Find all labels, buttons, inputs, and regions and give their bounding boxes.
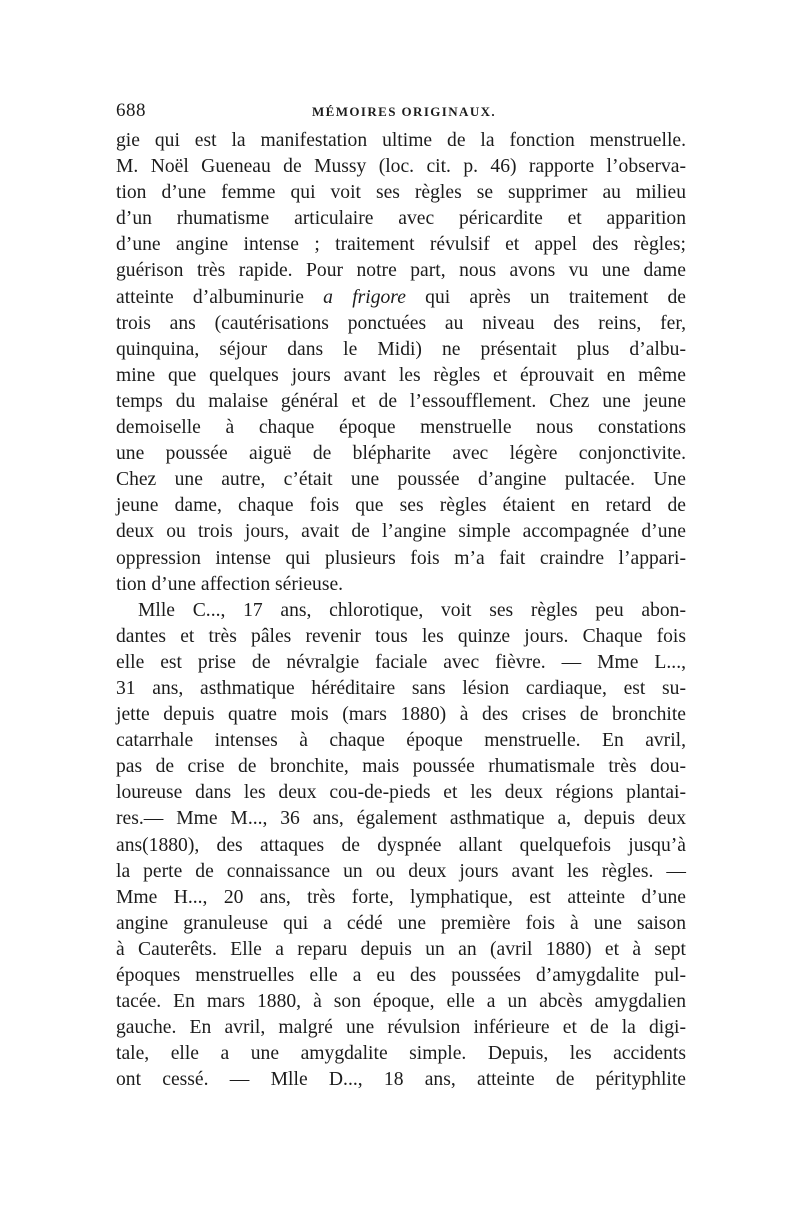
text-line: ans(1880), des attaques de dyspnée allant quelquefois jusqu’à (116, 834, 686, 856)
text-line: jeune dame, chaque fois que ses règles étaient en retard de (116, 495, 686, 517)
text-line: époques menstruelles elle a eu des poussées d’amygdalite pul- (116, 965, 686, 986)
text-line: oppression intense qui plusieurs fois m’a fait craindre l’appari- (116, 547, 686, 569)
page-number: 688 (116, 100, 146, 121)
text-line: gie qui est la manifestation ultime de la fonction menstruelle. (116, 130, 686, 151)
text-line: mine que quelques jours avant les règles et éprouvait en même (116, 364, 686, 386)
text-line: loureuse dans les deux cou-de-pieds et les deux régions plantai- (116, 782, 686, 804)
text-line: deux ou trois jours, avait de l’angine simple accompagnée d’une (116, 521, 686, 543)
text-line: 31 ans, asthmatique héréditaire sans lésion cardiaque, est su- (116, 677, 686, 699)
text-line: catarrhale intenses à chaque époque menstruelle. En avril, (116, 730, 686, 752)
text-line: Chez une autre, c’était une poussée d’angine pultacée. Une (116, 469, 686, 491)
text-line: res.— Mme M..., 36 ans, également asthmatique a, depuis deux (116, 808, 686, 830)
text-line: angine granuleuse qui a cédé une première fois à une saison (116, 912, 686, 934)
text-line: jette depuis quatre mois (mars 1880) à des crises de bronchite (116, 704, 686, 726)
text-line: dantes et très pâles revenir tous les quinze jours. Chaque fois (116, 625, 686, 647)
text-line: quinquina, séjour dans le Midi) ne présentait plus d’albu- (116, 338, 686, 360)
text-line: Mlle C..., 17 ans, chlorotique, voit ses règles peu abon- (138, 599, 686, 621)
body-text (116, 128, 686, 1093)
text-line: tion d’une affection sérieuse. (116, 573, 344, 595)
text-line: à Cauterêts. Elle a reparu depuis un an (avril 1880) et à sept (116, 938, 686, 960)
text-line: tacée. En mars 1880, à son époque, elle a un abcès amygdalien (116, 991, 686, 1013)
text-line: elle est prise de névralgie faciale avec fièvre. — Mme L..., (116, 651, 686, 673)
italic-term: a frigore (323, 286, 406, 308)
text-line (116, 285, 686, 311)
running-head: MÉMOIRES ORIGINAUX. (312, 104, 497, 119)
text-line: tion d’une femme qui voit ses règles se supprimer au milieu (116, 182, 686, 204)
text-line: guérison très rapide. Pour notre part, nous avons vu une dame (116, 260, 686, 282)
page-header (116, 100, 686, 124)
text-line: la perte de connaissance un ou deux jours avant les règles. — (116, 860, 686, 882)
text-line: ont cessé. — Mlle D..., 18 ans, atteinte de pérityphlite (116, 1069, 686, 1091)
text-line: pas de crise de bronchite, mais poussée rhumatismale très dou- (116, 756, 686, 778)
text-line: d’une angine intense ; traitement révulsif et appel des règles; (116, 234, 686, 256)
text-segment: atteinte d’albuminurie (116, 286, 304, 308)
text-line: une poussée aiguë de blépharite avec légère conjonctivite. (116, 443, 686, 465)
text-line: trois ans (cautérisations ponctuées au niveau des reins, fer, (116, 312, 686, 334)
text-segment: qui après un traitement de (425, 286, 687, 308)
text-line: Mme H..., 20 ans, très forte, lymphatique, est atteinte d’une (116, 886, 686, 908)
text-line: demoiselle à chaque époque menstruelle nous constations (116, 417, 686, 439)
text-line: gauche. En avril, malgré une révulsion inférieure et de la digi- (116, 1017, 686, 1039)
text-line: temps du malaise général et de l’essoufflement. Chez une jeune (116, 390, 686, 412)
text-line: d’un rhumatisme articulaire avec péricardite et apparition (116, 208, 686, 230)
text-line: M. Noël Gueneau de Mussy (loc. cit. p. 46) rapporte l’observa- (116, 156, 686, 178)
text-line: tale, elle a une amygdalite simple. Depuis, les accidents (116, 1043, 686, 1065)
